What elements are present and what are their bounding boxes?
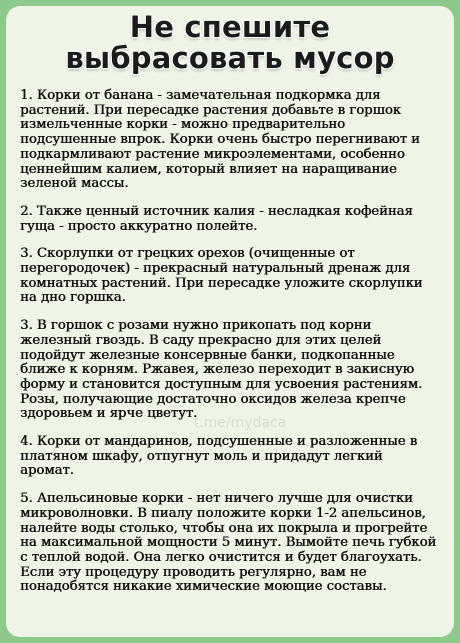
watermark: t.me/mydaca	[193, 415, 287, 431]
tips-list	[20, 89, 440, 595]
page-title	[20, 12, 440, 74]
tip-item-4: 3. В горшок с розами нужно прикопать под корни железный гвоздь. В саду прекрасно для этих целей подойдут железные консервные банки, подкопанные ближе к корням. Ржавея, железо переходит в закисную форму и становится доступным для усвоения растениям. Розы, получающие достаточно оксидов железа крепче здоровьем и ярче цветут.	[20, 318, 423, 422]
tip-item-1: 1. Корки от банана - замечательная подкормка для растений. При пересадке растения добавьте в горшок измельченные корки - можно предварительно подсушенные впрок. Корки очень быстро перегнивают и подкармливают растение микроэлементами, особенно ценнейшим калием, который влияет на наращивание зеленой массы.	[20, 88, 420, 192]
content-card	[6, 6, 454, 637]
tip-item-3: 3. Скорлупки от грецких орехов (очищенные от перегородочек) - прекрасный натуральный дренаж для комнатных растений. При пересадке уложите скорлупки на дно горшка.	[20, 246, 423, 306]
title-line-1: Не спешите	[129, 10, 331, 44]
tip-item-2: 2. Также ценный источник калия - несладкая кофейная гуща - просто аккуратно полейте.	[20, 203, 413, 234]
tip-item-5: 4. Корки от мандаринов, подсушенные и разложенные в платяном шкафу, отпугнут моль и придадут легкий аромат.	[20, 434, 418, 479]
title-line-2: выбрасовать мусор	[65, 41, 395, 75]
tip-item-6: 5. Апельсиновые корки - нет ничего лучше для очистки микроволновки. В пиалу положите корки 1-2 апельсинов, налейте воды столько, чтобы она их покрыла и прогрейте на максимальной мощности 5 минут. Вымойте печь губкой с теплой водой. Она легко очистится и будет благоухать. Если эту процедуру проводить регулярно, вам не понадобятся никакие химические моющие составы.	[20, 491, 437, 595]
